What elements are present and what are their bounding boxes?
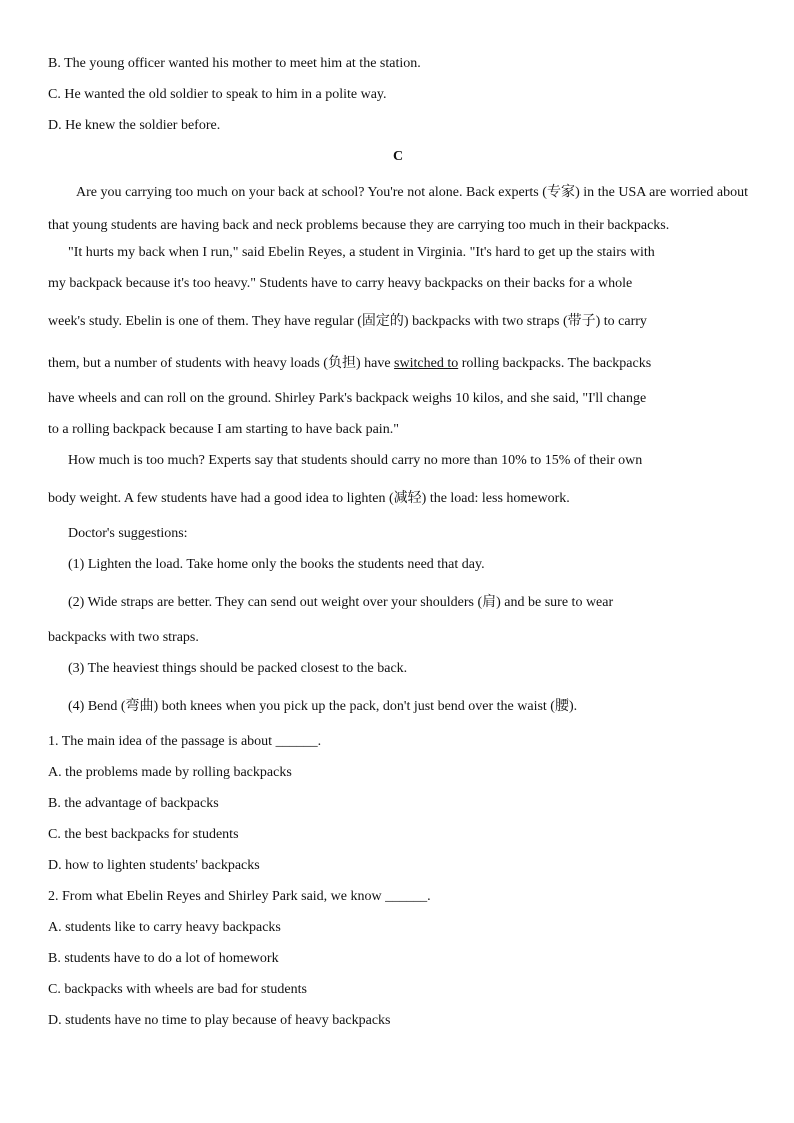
suggestion-2-line-1: (2) Wide straps are better. They can send out weight over your shoulders (肩) and be sure to wear xyxy=(68,595,614,610)
underlined-phrase: switched to xyxy=(394,356,459,371)
suggestion-3: (3) The heaviest things should be packed closest to the back. xyxy=(68,661,408,676)
p2-line-6: to a rolling backpack because I am starting to have back pain." xyxy=(48,422,399,437)
p2-line-4 xyxy=(48,353,748,388)
question-1-option-c: C. the best backpacks for students xyxy=(48,827,239,842)
question-1-option-b: B. the advantage of backpacks xyxy=(48,796,219,811)
suggestion-1: (1) Lighten the load. Take home only the books the students need that day. xyxy=(68,557,485,572)
question-1-stem: 1. The main idea of the passage is about ______. xyxy=(48,734,322,749)
question-2-option-d: D. students have no time to play because of heavy backpacks xyxy=(48,1013,391,1028)
question-2-option-b: B. students have to do a lot of homework xyxy=(48,951,279,966)
section-label: C xyxy=(392,149,404,164)
p3-line-2: body weight. A few students have had a good idea to lighten (减轻) the load: less homework. xyxy=(48,491,570,506)
p2-line-5: have wheels and can roll on the ground. Shirley Park's backpack weighs 10 kilos, and she said, "I'll change xyxy=(48,391,647,406)
prev-option-d: D. He knew the soldier before. xyxy=(48,118,221,133)
document-page xyxy=(48,53,748,1041)
question-2 xyxy=(48,886,748,1041)
p2-line-2: my backpack because it's too heavy." Students have to carry heavy backpacks on their backs for a whole xyxy=(48,276,633,291)
p2-line-3: week's study. Ebelin is one of them. They have regular (固定的) backpacks with two straps (带子) to carry xyxy=(48,314,647,329)
suggestion-2-line-2: backpacks with two straps. xyxy=(48,630,199,645)
prev-option-c: C. He wanted the old soldier to speak to him in a polite way. xyxy=(48,87,387,102)
question-1-option-d: D. how to lighten students' backpacks xyxy=(48,858,260,873)
question-2-option-c: C. backpacks with wheels are bad for students xyxy=(48,982,307,997)
p3-line-1: How much is too much? Experts say that students should carry no more than 10% to 15% of their own xyxy=(68,453,643,468)
question-2-option-a: A. students like to carry heavy backpacks xyxy=(48,920,281,935)
passage-paragraph-3 xyxy=(48,450,748,523)
prev-option-b: B. The young officer wanted his mother to meet him at the station. xyxy=(48,56,421,71)
question-2-stem: 2. From what Ebelin Reyes and Shirley Park said, we know ______. xyxy=(48,889,431,904)
doctor-suggestions-title: Doctor's suggestions: xyxy=(68,526,188,541)
p2-line-4-post: rolling backpacks. The backpacks xyxy=(458,356,652,371)
question-1 xyxy=(48,731,748,886)
passage-paragraph-2 xyxy=(48,242,748,450)
passage-paragraph-1 xyxy=(48,176,748,242)
passage-paragraph-1-text: Are you carrying too much on your back at school? You're not alone. Back experts (专家) in the USA are worried about that young students are having back and neck problems because they are carrying too much in their backpacks. xyxy=(48,185,748,233)
suggestion-4: (4) Bend (弯曲) both knees when you pick up the pack, don't just bend over the waist (腰). xyxy=(68,699,578,714)
p2-line-4-pre: them, but a number of students with heavy loads (负担) have xyxy=(48,356,395,371)
question-1-option-a: A. the problems made by rolling backpacks xyxy=(48,765,292,780)
p2-line-1: "It hurts my back when I run," said Ebelin Reyes, a student in Virginia. "It's hard to get up the stairs with xyxy=(68,245,655,260)
